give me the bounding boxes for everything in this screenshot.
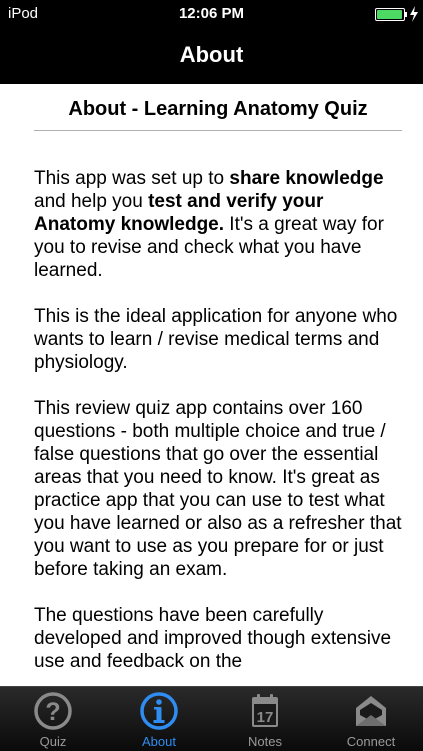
about-content[interactable] <box>0 84 423 686</box>
question-circle-icon <box>33 691 73 731</box>
tab-quiz[interactable] <box>0 687 106 751</box>
info-circle-icon <box>139 691 179 731</box>
battery-icon <box>375 8 409 21</box>
paragraph-intro <box>34 167 408 282</box>
tab-connect[interactable] <box>318 687 423 751</box>
calendar-day: 17 <box>256 709 274 726</box>
charging-bolt-icon <box>409 6 419 22</box>
paragraph-development: The questions have been carefully developed and improved though extensive use and feedback on the <box>34 605 392 672</box>
intro-bold-2: test and verify your Anatomy knowledge. <box>34 191 324 235</box>
tab-notes[interactable] <box>212 687 318 751</box>
status-bar <box>0 0 423 28</box>
about-body <box>34 167 408 686</box>
tab-about[interactable] <box>106 687 212 751</box>
tab-label: Quiz <box>39 734 67 749</box>
intro-text-3: It's a great way for you to revise and check what you have learned. <box>34 214 384 281</box>
paragraph-audience: This is the ideal application for anyone who wants to learn / revise medical terms and physiology. <box>34 306 398 373</box>
paragraph-questions: This review quiz app contains over 160 questions - both multiple choice and true / false questions that go over the essential areas that you need to know. It's great as practice app that you can use to test what you have learned or also as a refresher that you want to use as you prepare for or just before taking an exam. <box>34 398 402 580</box>
intro-bold-1: share knowledge <box>229 168 384 189</box>
tab-label: Notes <box>248 734 282 749</box>
page-title: About <box>179 42 244 67</box>
tab-bar <box>0 686 423 751</box>
intro-text-2: and help you <box>34 191 149 212</box>
carrier-label: iPod <box>8 5 39 22</box>
navigation-bar <box>0 28 423 84</box>
content-heading: About - Learning Anatomy Quiz <box>68 98 368 120</box>
svg-text:?: ? <box>45 698 61 726</box>
tab-label: About <box>142 734 176 749</box>
intro-text-1: This app was set up to <box>34 168 230 189</box>
divider <box>34 130 402 131</box>
tab-label: Connect <box>346 734 396 749</box>
envelope-icon <box>351 691 391 731</box>
status-time: 12:06 PM <box>178 5 245 22</box>
calendar-icon <box>245 691 285 731</box>
